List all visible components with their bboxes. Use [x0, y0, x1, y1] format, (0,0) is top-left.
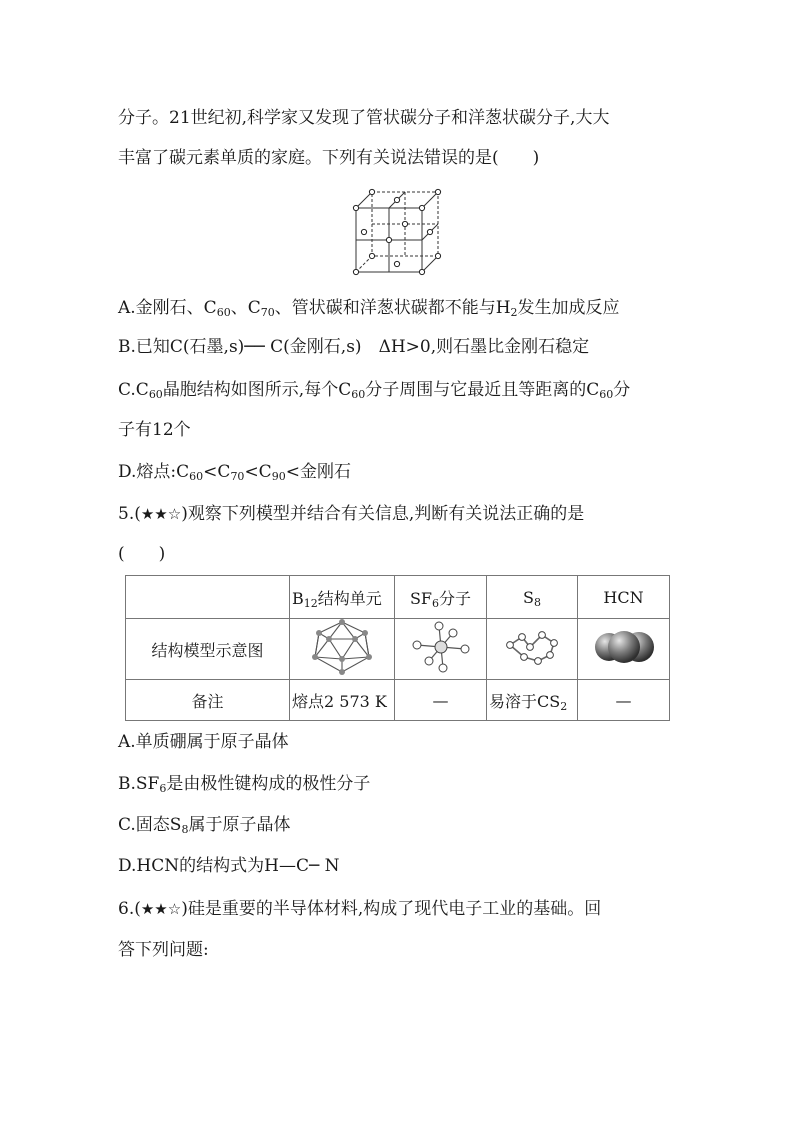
- icosahedron-icon: [307, 619, 377, 675]
- q6-stem-line-2: 答下列问题:: [118, 940, 209, 960]
- q6-stem-line-1: 6.(★★☆)硅是重要的半导体材料,构成了现代电子工业的基础。回: [118, 899, 602, 919]
- note-sf6: —: [395, 680, 487, 721]
- note-s8: 易溶于$CS_2$: [487, 680, 578, 721]
- row-label-note: 备注: [126, 680, 290, 721]
- row-label-model: 结构模型示意图: [126, 619, 290, 680]
- q5-stem: 5.(★★☆)观察下列模型并结合有关信息,判断有关说法正确的是: [118, 504, 585, 524]
- table-row: [126, 680, 670, 721]
- q5-option-b: $B.SF_6$是由极性键构成的极性分子: [118, 774, 371, 795]
- note-hcn: —: [578, 680, 670, 721]
- q4-option-c: $C.C_{60}$晶胞结构如图所示,每个$C_{60}$分子周围与它最近且等距离的$C_{60}$分: [118, 380, 631, 401]
- hcn-model-image: [578, 619, 670, 680]
- structure-model-table: [125, 575, 670, 721]
- note-b12: 熔点2 573 K: [290, 680, 395, 721]
- sf6-molecule-icon: [409, 621, 473, 673]
- header-b12: $B_{12}$结构单元: [290, 576, 395, 619]
- b12-model-image: [290, 619, 395, 680]
- q4-option-c-line-2: 子有12个: [118, 420, 191, 440]
- table-cell: [126, 576, 290, 619]
- table-row: [126, 576, 670, 619]
- sf6-model-image: [395, 619, 487, 680]
- header-s8: $S_8$: [487, 576, 578, 619]
- q4-option-a: A.金刚石、$C_{60}$、$C_{70}$、管状碳和洋葱状碳都不能与$H_2$发生加成反应: [118, 298, 620, 319]
- q4-option-b: B.已知C(石墨,s)── C(金刚石,s) ΔH>0,则石墨比金刚石稳定: [118, 337, 590, 357]
- q5-answer-paren: ( ): [118, 544, 166, 564]
- s8-ring-icon: [500, 625, 564, 669]
- q5-option-c: C.固态$S_8$属于原子晶体: [118, 815, 291, 836]
- intro-line-2: 丰富了碳元素单质的家庭。下列有关说法错误的是( ): [118, 148, 540, 168]
- s8-model-image: [487, 619, 578, 680]
- difficulty-stars: ★★☆: [140, 900, 182, 918]
- q5-option-d: D.HCN的结构式为H—C─ N: [118, 856, 340, 876]
- q4-option-d: D.熔点$:C_{60}<C_{70}<C_{90}<$金刚石: [118, 462, 351, 483]
- intro-line-1: 分子。21世纪初,科学家又发现了管状碳分子和洋葱状碳分子,大大: [118, 108, 610, 128]
- table-row: [126, 619, 670, 680]
- c60-unit-cell-figure: [352, 186, 442, 276]
- difficulty-stars: ★★☆: [140, 505, 182, 523]
- header-sf6: $SF_6$分子: [395, 576, 487, 619]
- q5-option-a: A.单质硼属于原子晶体: [118, 732, 289, 752]
- header-hcn: HCN: [578, 576, 670, 619]
- hcn-space-filling-icon: [589, 625, 659, 669]
